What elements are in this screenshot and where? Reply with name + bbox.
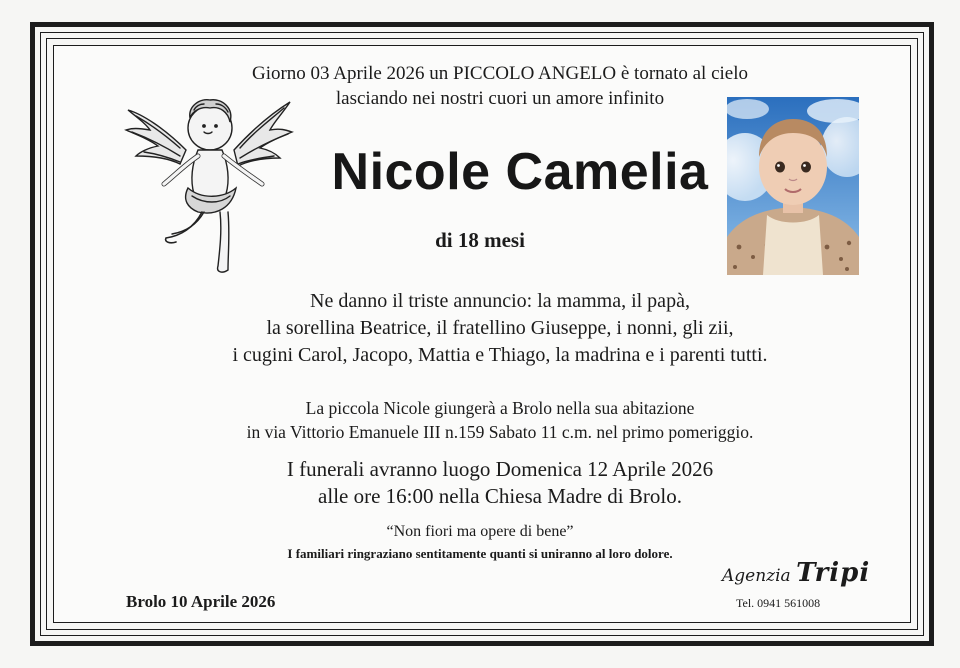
angel-icon: [124, 88, 294, 280]
intro-line-1: Giorno 03 Aprile 2026 un PICCOLO ANGELO è tornato al cielo: [251, 63, 749, 84]
agency-phone: Tel. 0941 561008: [736, 596, 821, 610]
announcement-line-2: la sorellina Beatrice, il fratellino Giuseppe, i nonni, gli zii,: [266, 317, 734, 339]
thanks-line: I familiari ringraziano sentitamente quanti si uniranno al loro dolore.: [287, 546, 673, 561]
place-and-date: Brolo 10 Aprile 2026: [126, 592, 276, 611]
deceased-age: di 18 mesi: [435, 228, 525, 252]
agency-prefix: Agenzia: [722, 566, 791, 586]
deceased-name: Nicole Camelia: [331, 143, 709, 201]
announcement-line-3: i cugini Carol, Jacopo, Mattia e Thiago, la madrina e i parenti tutti.: [232, 344, 768, 366]
funeral-line-1: I funerali avranno luogo Domenica 12 Aprile 2026: [286, 457, 714, 481]
intro-line-2: lasciando nei nostri cuori un amore infinito: [335, 88, 665, 109]
announcement-line-1: Ne danno il triste annuncio: la mamma, il papà,: [310, 290, 690, 312]
child-portrait-photo: [727, 97, 859, 275]
funeral-line-2: alle ore 16:00 nella Chiesa Madre di Brolo.: [318, 484, 682, 508]
quote: “Non fiori ma opere di bene”: [386, 523, 574, 540]
arrival-line-1: La piccola Nicole giungerà a Brolo nella sua abitazione: [305, 398, 695, 418]
arrival-line-2: in via Vittorio Emanuele III n.159 Sabato 11 c.m. nel primo pomeriggio.: [246, 422, 754, 442]
agency-name: Tripi: [796, 558, 871, 588]
agency-signature: [722, 558, 870, 588]
